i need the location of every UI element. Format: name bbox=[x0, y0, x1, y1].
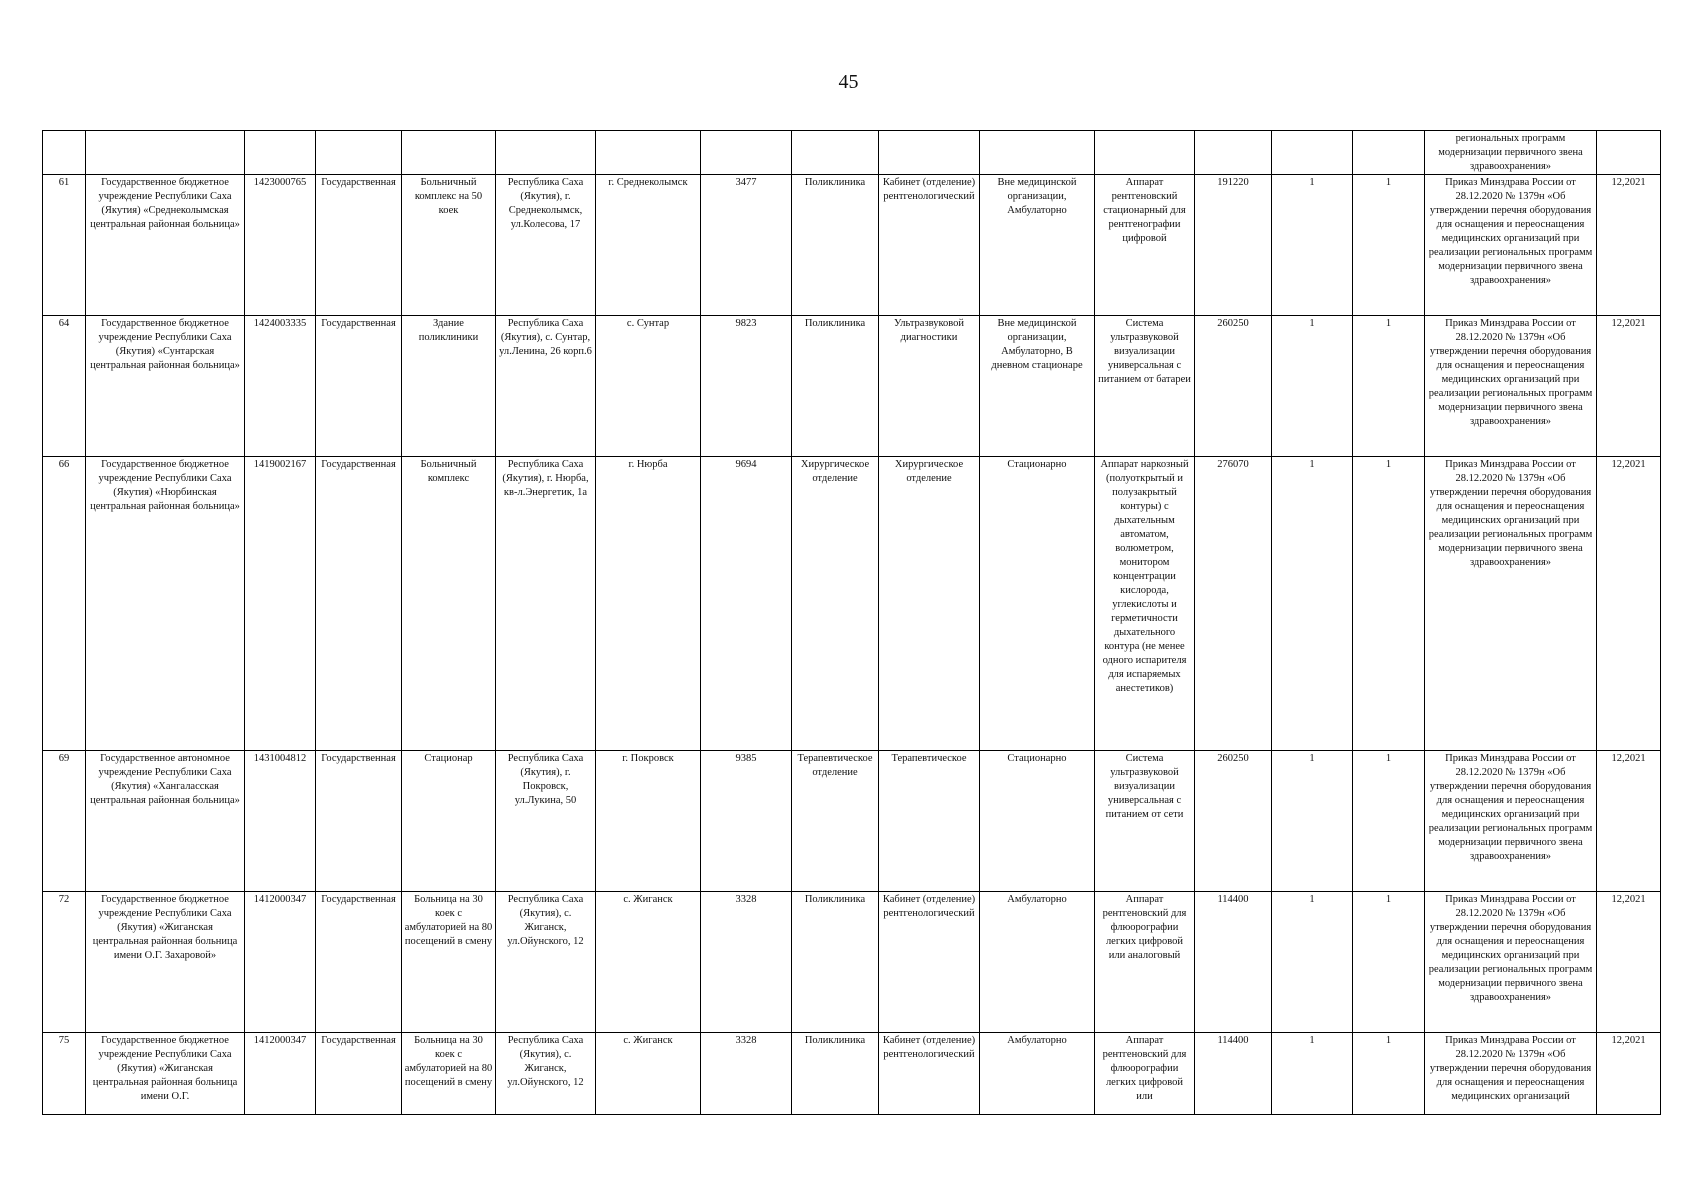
cell-department: Терапевтическое bbox=[879, 751, 980, 892]
cell-address: Республика Саха (Якутия), с. Сунтар, ул.Ленина, 26 корп.6 bbox=[496, 316, 596, 457]
cell-org: Государственное бюджетное учреждение Республики Саха (Якутия) «Жиганская центральная районная больница имени О.Г. bbox=[86, 1033, 245, 1115]
table-row bbox=[43, 175, 1661, 316]
cell-org bbox=[86, 131, 245, 175]
cell-equipment: Аппарат рентгеновский для флюорографии легких цифровой или bbox=[1095, 1033, 1195, 1115]
cell-qty1: 1 bbox=[1272, 175, 1353, 316]
cell-qty2: 1 bbox=[1353, 892, 1425, 1033]
cell-population: 3477 bbox=[701, 175, 792, 316]
cell-code: 1412000347 bbox=[245, 892, 316, 1033]
cell-code bbox=[245, 131, 316, 175]
cell-date: 12,2021 bbox=[1597, 751, 1661, 892]
cell-unit bbox=[792, 131, 879, 175]
table-row bbox=[43, 316, 1661, 457]
cell-conditions: Вне медицинской организации, Амбулаторно bbox=[980, 175, 1095, 316]
cell-address bbox=[496, 131, 596, 175]
cell-qty1: 1 bbox=[1272, 316, 1353, 457]
cell-ownership: Государственная bbox=[316, 175, 402, 316]
cell-population: 9823 bbox=[701, 316, 792, 457]
cell-address: Республика Саха (Якутия), г. Нюрба, кв-л.Энергетик, 1а bbox=[496, 457, 596, 751]
cell-address: Республика Саха (Якутия), г. Среднеколымск, ул.Колесова, 17 bbox=[496, 175, 596, 316]
table-row bbox=[43, 751, 1661, 892]
cell-code: 1424003335 bbox=[245, 316, 316, 457]
cell-conditions: Амбулаторно bbox=[980, 892, 1095, 1033]
cell-equipment: Аппарат рентгеновский стационарный для рентгенографии цифровой bbox=[1095, 175, 1195, 316]
cell-code: 1412000347 bbox=[245, 1033, 316, 1115]
cell-qty2: 1 bbox=[1353, 457, 1425, 751]
cell-code2 bbox=[1195, 131, 1272, 175]
cell-ownership: Государственная bbox=[316, 457, 402, 751]
cell-department: Кабинет (отделение) рентгенологический bbox=[879, 1033, 980, 1115]
cell-equipment bbox=[1095, 131, 1195, 175]
cell-code: 1419002167 bbox=[245, 457, 316, 751]
cell-settlement: с. Жиганск bbox=[596, 1033, 701, 1115]
cell-code2: 260250 bbox=[1195, 751, 1272, 892]
cell-num bbox=[43, 131, 86, 175]
cell-num: 61 bbox=[43, 175, 86, 316]
cell-department: Хирургическое отделение bbox=[879, 457, 980, 751]
cell-num: 69 bbox=[43, 751, 86, 892]
cell-population: 9694 bbox=[701, 457, 792, 751]
cell-building: Больничный комплекс bbox=[402, 457, 496, 751]
cell-qty1: 1 bbox=[1272, 892, 1353, 1033]
cell-department: Кабинет (отделение) рентгенологический bbox=[879, 175, 980, 316]
cell-conditions: Стационарно bbox=[980, 751, 1095, 892]
cell-date: 12,2021 bbox=[1597, 892, 1661, 1033]
cell-population: 3328 bbox=[701, 892, 792, 1033]
table-row bbox=[43, 457, 1661, 751]
cell-code2: 114400 bbox=[1195, 1033, 1272, 1115]
cell-date: 12,2021 bbox=[1597, 316, 1661, 457]
cell-conditions: Вне медицинской организации, Амбулаторно, В дневном стационаре bbox=[980, 316, 1095, 457]
cell-conditions bbox=[980, 131, 1095, 175]
cell-order: Приказ Минздрава России от 28.12.2020 № 1379н «Об утверждении перечня оборудования для оснащения и переоснащения медицинских организаций при реализации региональных программ модернизации первичного звена здравоохранения» bbox=[1425, 316, 1597, 457]
cell-building: Стационар bbox=[402, 751, 496, 892]
cell-ownership: Государственная bbox=[316, 751, 402, 892]
cell-settlement: г. Нюрба bbox=[596, 457, 701, 751]
cell-equipment: Система ультразвуковой визуализации универсальная с питанием от сети bbox=[1095, 751, 1195, 892]
cell-qty1: 1 bbox=[1272, 751, 1353, 892]
cell-code2: 114400 bbox=[1195, 892, 1272, 1033]
cell-org: Государственное бюджетное учреждение Республики Саха (Якутия) «Жиганская центральная районная больница имени О.Г. Захаровой» bbox=[86, 892, 245, 1033]
continuation-row bbox=[43, 131, 1661, 175]
cell-building: Здание поликлиники bbox=[402, 316, 496, 457]
cell-building: Больница на 30 коек с амбулаторией на 80 посещений в смену bbox=[402, 892, 496, 1033]
cell-unit: Поликлиника bbox=[792, 1033, 879, 1115]
cell-settlement: г. Покровск bbox=[596, 751, 701, 892]
table-row bbox=[43, 1033, 1661, 1115]
cell-population: 9385 bbox=[701, 751, 792, 892]
cell-code: 1423000765 bbox=[245, 175, 316, 316]
cell-qty2: 1 bbox=[1353, 175, 1425, 316]
cell-department: Кабинет (отделение) рентгенологический bbox=[879, 892, 980, 1033]
cell-unit: Поликлиника bbox=[792, 892, 879, 1033]
cell-conditions: Стационарно bbox=[980, 457, 1095, 751]
cell-qty2: 1 bbox=[1353, 751, 1425, 892]
cell-ownership: Государственная bbox=[316, 892, 402, 1033]
cell-ownership bbox=[316, 131, 402, 175]
cell-code: 1431004812 bbox=[245, 751, 316, 892]
cell-num: 66 bbox=[43, 457, 86, 751]
cell-org: Государственное автономное учреждение Республики Саха (Якутия) «Хангаласская центральная районная больница» bbox=[86, 751, 245, 892]
cell-equipment: Аппарат рентгеновский для флюорографии легких цифровой или аналоговый bbox=[1095, 892, 1195, 1033]
cell-settlement: г. Среднеколымск bbox=[596, 175, 701, 316]
cell-department bbox=[879, 131, 980, 175]
cell-address: Республика Саха (Якутия), с. Жиганск, ул.Ойунского, 12 bbox=[496, 1033, 596, 1115]
table-row bbox=[43, 892, 1661, 1033]
cell-settlement bbox=[596, 131, 701, 175]
cell-date bbox=[1597, 131, 1661, 175]
cell-unit: Хирургическое отделение bbox=[792, 457, 879, 751]
cell-population bbox=[701, 131, 792, 175]
cell-building: Больничный комплекс на 50 коек bbox=[402, 175, 496, 316]
cell-qty1 bbox=[1272, 131, 1353, 175]
cell-unit: Терапевтическое отделение bbox=[792, 751, 879, 892]
cell-order: Приказ Минздрава России от 28.12.2020 № 1379н «Об утверждении перечня оборудования для оснащения и переоснащения медицинских организаций при реализации региональных программ модернизации первичного звена здравоохранения» bbox=[1425, 457, 1597, 751]
cell-unit: Поликлиника bbox=[792, 316, 879, 457]
cell-code2: 260250 bbox=[1195, 316, 1272, 457]
cell-code2: 276070 bbox=[1195, 457, 1272, 751]
cell-date: 12,2021 bbox=[1597, 1033, 1661, 1115]
cell-building: Больница на 30 коек с амбулаторией на 80 посещений в смену bbox=[402, 1033, 496, 1115]
cell-order: региональных программ модернизации первичного звена здравоохранения» bbox=[1425, 131, 1597, 175]
cell-org: Государственное бюджетное учреждение Республики Саха (Якутия) «Нюрбинская центральная районная больница» bbox=[86, 457, 245, 751]
cell-ownership: Государственная bbox=[316, 316, 402, 457]
cell-equipment: Аппарат наркозный (полуоткрытый и полузакрытый контуры) с дыхательным автоматом, волюметром, монитором концентрации кислорода, углекислоты и герметичности дыхательного контура (не менее одного испарителя для испаряемых анестетиков) bbox=[1095, 457, 1195, 751]
cell-qty2: 1 bbox=[1353, 1033, 1425, 1115]
cell-population: 3328 bbox=[701, 1033, 792, 1115]
cell-settlement: с. Жиганск bbox=[596, 892, 701, 1033]
cell-order: Приказ Минздрава России от 28.12.2020 № 1379н «Об утверждении перечня оборудования для оснащения и переоснащения медицинских организаций при реализации региональных программ модернизации первичного звена здравоохранения» bbox=[1425, 175, 1597, 316]
cell-qty1: 1 bbox=[1272, 457, 1353, 751]
cell-order: Приказ Минздрава России от 28.12.2020 № 1379н «Об утверждении перечня оборудования для оснащения и переоснащения медицинских организаций при реализации региональных программ модернизации первичного звена здравоохранения» bbox=[1425, 751, 1597, 892]
cell-qty1: 1 bbox=[1272, 1033, 1353, 1115]
cell-num: 72 bbox=[43, 892, 86, 1033]
cell-building bbox=[402, 131, 496, 175]
cell-department: Ультразвуковой диагностики bbox=[879, 316, 980, 457]
cell-unit: Поликлиника bbox=[792, 175, 879, 316]
page-number: 45 bbox=[838, 71, 859, 93]
cell-settlement: с. Сунтар bbox=[596, 316, 701, 457]
cell-ownership: Государственная bbox=[316, 1033, 402, 1115]
cell-equipment: Система ультразвуковой визуализации универсальная с питанием от батареи bbox=[1095, 316, 1195, 457]
cell-num: 64 bbox=[43, 316, 86, 457]
cell-qty2: 1 bbox=[1353, 316, 1425, 457]
equipment-registry-table bbox=[42, 130, 1661, 1115]
cell-address: Республика Саха (Якутия), г. Покровск, ул.Лукина, 50 bbox=[496, 751, 596, 892]
cell-date: 12,2021 bbox=[1597, 175, 1661, 316]
cell-order: Приказ Минздрава России от 28.12.2020 № 1379н «Об утверждении перечня оборудования для оснащения и переоснащения медицинских организаций при реализации региональных программ модернизации первичного звена здравоохранения» bbox=[1425, 892, 1597, 1033]
cell-conditions: Амбулаторно bbox=[980, 1033, 1095, 1115]
cell-org: Государственное бюджетное учреждение Республики Саха (Якутия) «Сунтарская центральная районная больница» bbox=[86, 316, 245, 457]
cell-address: Республика Саха (Якутия), с. Жиганск, ул.Ойунского, 12 bbox=[496, 892, 596, 1033]
cell-num: 75 bbox=[43, 1033, 86, 1115]
cell-code2: 191220 bbox=[1195, 175, 1272, 316]
cell-qty2 bbox=[1353, 131, 1425, 175]
cell-date: 12,2021 bbox=[1597, 457, 1661, 751]
cell-org: Государственное бюджетное учреждение Республики Саха (Якутия) «Среднеколымская центральная районная больница» bbox=[86, 175, 245, 316]
cell-order: Приказ Минздрава России от 28.12.2020 № 1379н «Об утверждении перечня оборудования для оснащения и переоснащения медицинских организаций bbox=[1425, 1033, 1597, 1115]
